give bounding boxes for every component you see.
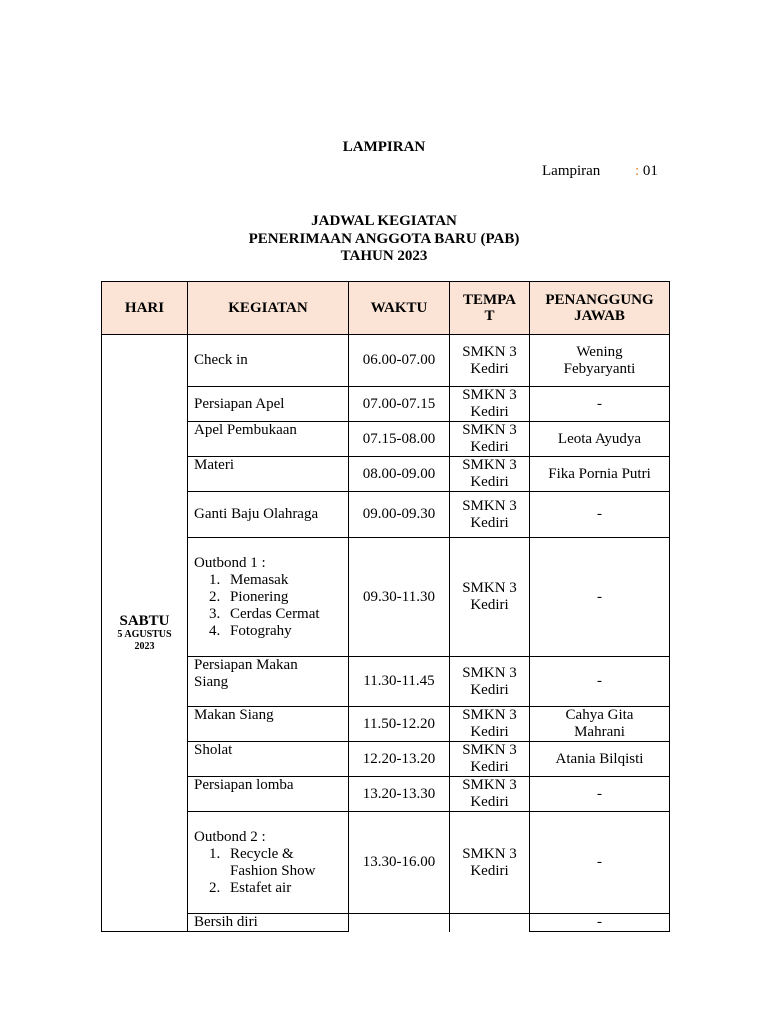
tempat-line-2: Kediri: [470, 862, 509, 879]
header-tempat-line-2: T: [484, 308, 495, 324]
waktu-cell: 08.00-09.00: [349, 457, 450, 492]
day-date-line-1: 5 AGUSTUS: [117, 629, 172, 640]
kegiatan-cell: Persiapan lomba: [188, 777, 349, 812]
waktu-cell: [349, 914, 450, 932]
tempat-line-1: SMKN 3: [462, 845, 517, 862]
tempat-line-1: SMKN 3: [462, 457, 517, 473]
kegiatan-cell: Persiapan Apel: [188, 387, 349, 422]
day-name: SABTU: [119, 613, 170, 629]
header-hari: HARI: [102, 282, 188, 335]
penanggung-jawab-cell: -: [530, 657, 670, 707]
waktu-cell: 07.15-08.00: [349, 422, 450, 457]
table-header-row: [102, 282, 670, 335]
tempat-line-2: Kediri: [470, 360, 509, 377]
schedule-heading-line-1: JADWAL KEGIATAN: [311, 213, 457, 229]
penanggung-jawab-cell: Atania Bilqisti: [530, 742, 670, 777]
header-kegiatan: KEGIATAN: [188, 282, 349, 335]
page-title: LAMPIRAN: [342, 139, 426, 155]
list-item: 1. Recycle & Fashion Show: [224, 846, 342, 880]
tempat-line-1: SMKN 3: [462, 777, 517, 793]
header-tempat-line-1: TEMPA: [462, 292, 517, 308]
tempat-cell: [450, 914, 530, 932]
tempat-cell: [450, 492, 530, 538]
waktu-cell: 09.00-09.30: [349, 492, 450, 538]
penanggung-jawab-cell: -: [530, 812, 670, 914]
tempat-cell: [450, 387, 530, 422]
waktu-cell: 13.20-13.30: [349, 777, 450, 812]
header-waktu: WAKTU: [349, 282, 450, 335]
tempat-line-2: Kediri: [470, 474, 509, 490]
tempat-line-2: Kediri: [470, 681, 509, 698]
kegiatan-cell: Ganti Baju Olahraga: [188, 492, 349, 538]
tempat-line-1: SMKN 3: [462, 497, 517, 514]
waktu-cell: 11.50-12.20: [349, 707, 450, 742]
header-pj-line-2: JAWAB: [574, 308, 625, 324]
tempat-line-2: Kediri: [470, 724, 509, 740]
list-item: 4. Fotograhy: [224, 623, 342, 640]
kegiatan-title: Outbond 1 :: [194, 554, 266, 571]
tempat-cell: [450, 457, 530, 492]
tempat-line-1: SMKN 3: [462, 387, 517, 403]
schedule-heading-line-2: PENERIMAAN ANGGOTA BARU (PAB): [248, 231, 520, 247]
kegiatan-cell: [188, 812, 349, 914]
tempat-cell: [450, 742, 530, 777]
kegiatan-line-2: Siang: [194, 674, 229, 690]
tempat-line-1: SMKN 3: [462, 580, 517, 596]
penanggung-jawab-cell: [530, 335, 670, 387]
waktu-cell: 11.30-11.45: [349, 657, 450, 707]
penanggung-jawab-cell: -: [530, 914, 670, 932]
tempat-line-1: SMKN 3: [462, 742, 517, 758]
tempat-line-2: Kediri: [470, 794, 509, 810]
tempat-line-1: SMKN 3: [462, 707, 517, 723]
kegiatan-cell: Check in: [188, 335, 349, 387]
tempat-cell: [450, 538, 530, 657]
tempat-line-1: SMKN 3: [462, 343, 517, 360]
waktu-cell: 06.00-07.00: [349, 335, 450, 387]
kegiatan-cell: Apel Pembukaan: [188, 422, 349, 457]
schedule-table: [101, 281, 670, 932]
tempat-cell: [450, 335, 530, 387]
lampiran-colon: :: [635, 163, 640, 179]
list-item: 2. Pionering: [224, 589, 342, 606]
tempat-line-1: SMKN 3: [462, 664, 517, 681]
penanggung-jawab-cell: [530, 707, 670, 742]
tempat-line-2: Kediri: [470, 439, 509, 455]
pj-line-2: Febyaryanti: [563, 360, 636, 377]
kegiatan-cell: [188, 538, 349, 657]
tempat-line-2: Kediri: [470, 597, 509, 613]
tempat-cell: [450, 422, 530, 457]
kegiatan-cell: Materi: [188, 457, 349, 492]
waktu-cell: 07.00-07.15: [349, 387, 450, 422]
kegiatan-cell: Makan Siang: [188, 707, 349, 742]
list-item: 1. Memasak: [224, 572, 342, 589]
lampiran-label: Lampiran: [542, 163, 601, 179]
tempat-cell: [450, 812, 530, 914]
tempat-line-2: Kediri: [470, 759, 509, 775]
header-pj-line-1: PENANGGUNG: [545, 292, 654, 308]
schedule-heading-line-3: TAHUN 2023: [340, 248, 428, 264]
kegiatan-cell: [188, 657, 349, 707]
header-tempat: [450, 282, 530, 335]
tempat-cell: [450, 707, 530, 742]
kegiatan-sub-list: [194, 572, 342, 640]
day-cell: [102, 335, 188, 932]
pj-line-1: Cahya Gita: [565, 707, 634, 723]
header-penanggung-jawab: [530, 282, 670, 335]
pj-line-1: Wening: [576, 343, 623, 360]
waktu-cell: 13.30-16.00: [349, 812, 450, 914]
kegiatan-sub-list: [194, 846, 342, 897]
tempat-cell: [450, 657, 530, 707]
tempat-line-1: SMKN 3: [462, 422, 517, 438]
penanggung-jawab-cell: -: [530, 387, 670, 422]
penanggung-jawab-cell: Fika Pornia Putri: [530, 457, 670, 492]
kegiatan-cell: Bersih diri: [188, 914, 349, 932]
lampiran-value: [635, 163, 658, 180]
kegiatan-line-1: Persiapan Makan: [194, 657, 298, 673]
penanggung-jawab-cell: -: [530, 492, 670, 538]
list-item: 2. Estafet air: [224, 880, 342, 897]
kegiatan-cell: Sholat: [188, 742, 349, 777]
penanggung-jawab-cell: -: [530, 538, 670, 657]
tempat-line-2: Kediri: [470, 404, 509, 420]
tempat-cell: [450, 777, 530, 812]
kegiatan-title: Outbond 2 :: [194, 828, 266, 845]
penanggung-jawab-cell: -: [530, 777, 670, 812]
waktu-cell: 09.30-11.30: [349, 538, 450, 657]
tempat-line-2: Kediri: [470, 514, 509, 531]
day-date-line-2: 2023: [134, 641, 155, 652]
penanggung-jawab-cell: Leota Ayudya: [530, 422, 670, 457]
waktu-cell: 12.20-13.20: [349, 742, 450, 777]
table-row: [102, 335, 670, 387]
lampiran-number: 01: [642, 163, 658, 179]
pj-line-2: Mahrani: [574, 724, 625, 740]
list-item: 3. Cerdas Cermat: [224, 606, 342, 623]
